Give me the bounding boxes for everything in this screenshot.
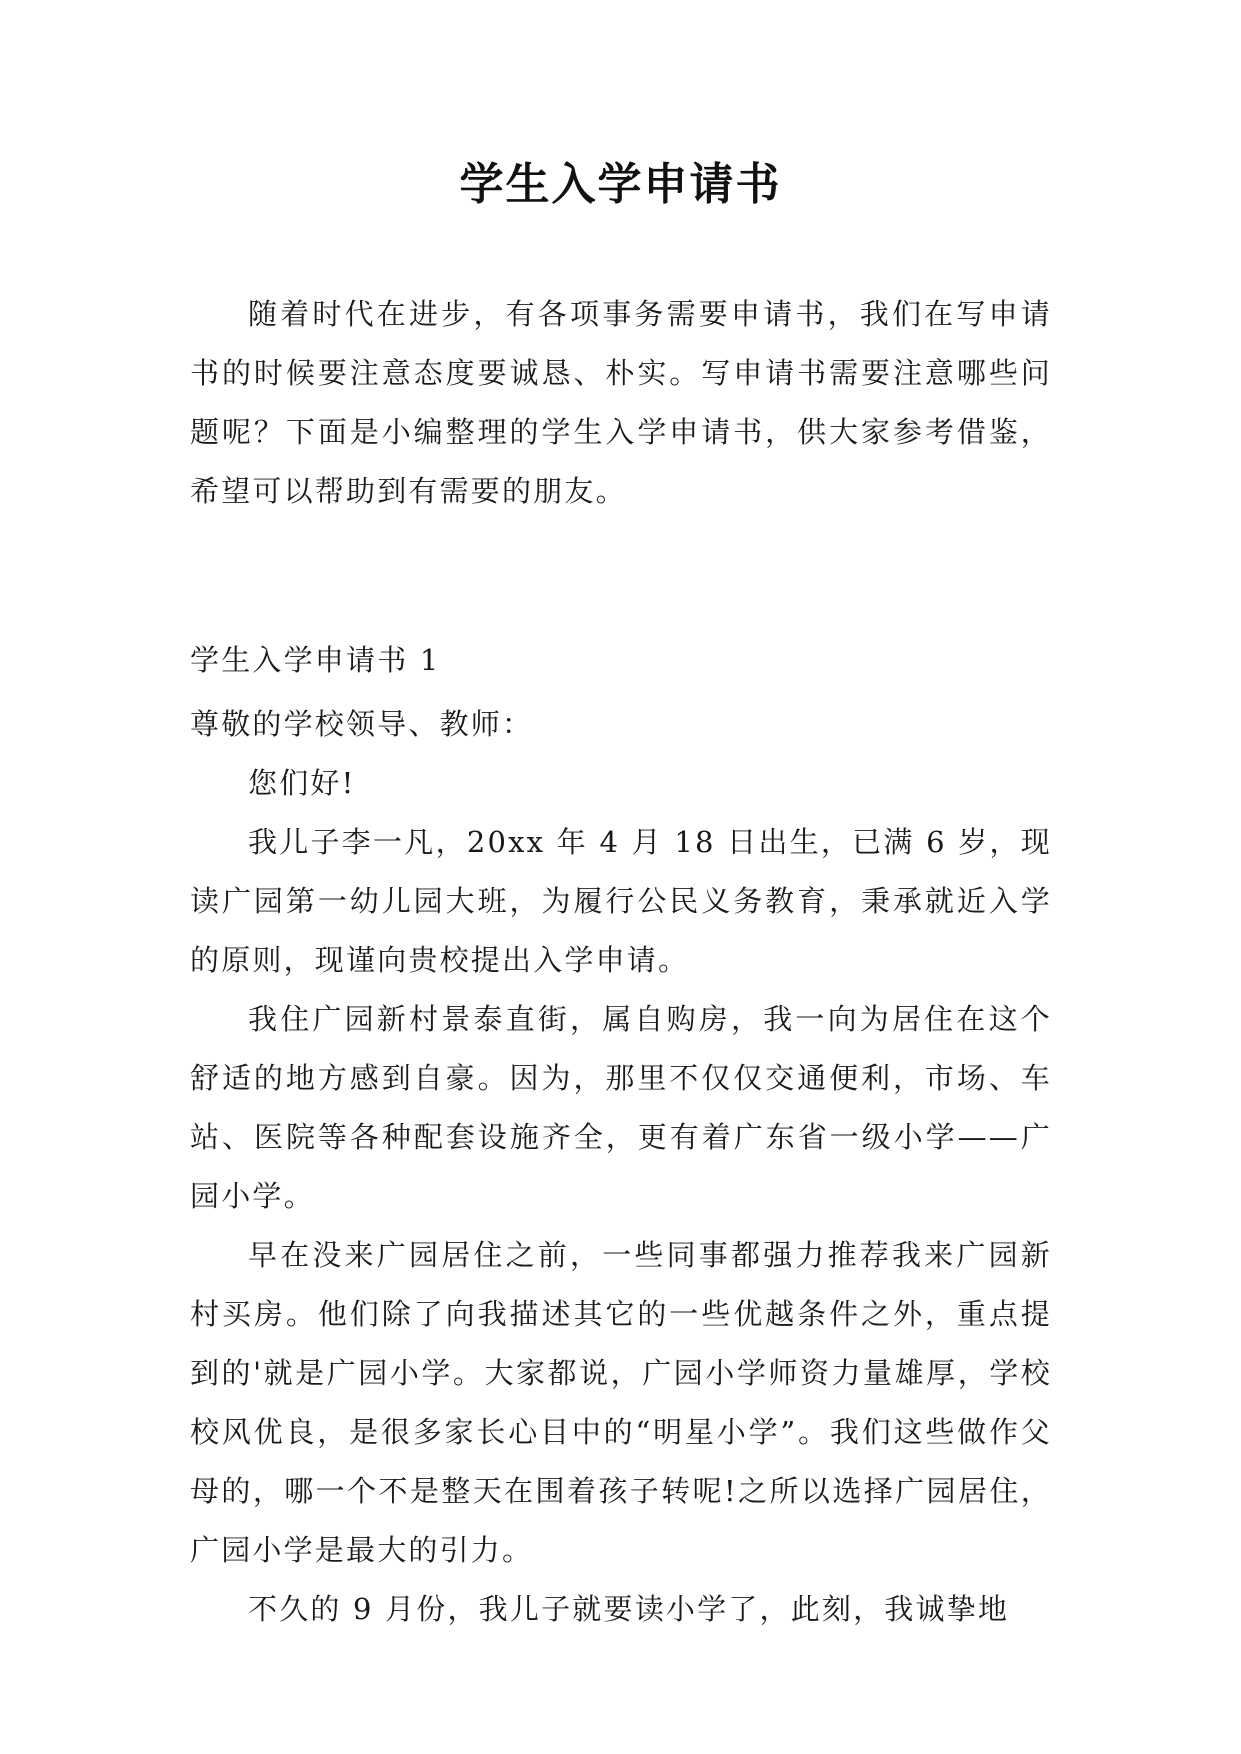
document-title: 学生入学申请书 <box>459 159 782 210</box>
body-paragraph: 不久的 9 月份，我儿子就要读小学了，此刻，我诚挚地 <box>248 1592 1010 1626</box>
greeting: 您们好! <box>248 766 356 800</box>
salutation: 尊敬的学校领导、教师： <box>190 707 534 741</box>
body-paragraph: 早在没来广园居住之前，一些同事都强力推荐我来广园新村买房。他们除了向我描述其它的一些优越条件之外，重点提到的'就是广园小学。大家都说，广园小学师资力量雄厚，学校校风优良，是很多家长心目中的“明星小学”。我们这些做作父母的，哪一个不是整天在围着孩子转呢!之所以选择广园居住，广园小学是最大的引力。 <box>190 1238 1052 1567</box>
body-paragraph: 我儿子李一凡，20xx 年 4 月 18 日出生，已满 6 岁，现读广园第一幼儿园大班，为履行公民义务教育，秉承就近入学的原则，现谨向贵校提出入学申请。 <box>190 825 1052 977</box>
intro-paragraph: 随着时代在进步，有各项事务需要申请书，我们在写申请书的时候要注意态度要诚恳、朴实。写申请书需要注意哪些问题呢？下面是小编整理的学生入学申请书，供大家参考借鉴，希望可以帮助到有需要的朋友。 <box>190 297 1052 508</box>
document-body <box>190 285 1052 1639</box>
section-heading: 学生入学申请书 1 <box>190 643 441 677</box>
body-paragraph: 我住广园新村景泰直街，属自购房，我一向为居住在这个舒适的地方感到自豪。因为，那里不仅仅交通便利，市场、车站、医院等各种配套设施齐全，更有着广东省一级小学——广园小学。 <box>190 1002 1052 1213</box>
